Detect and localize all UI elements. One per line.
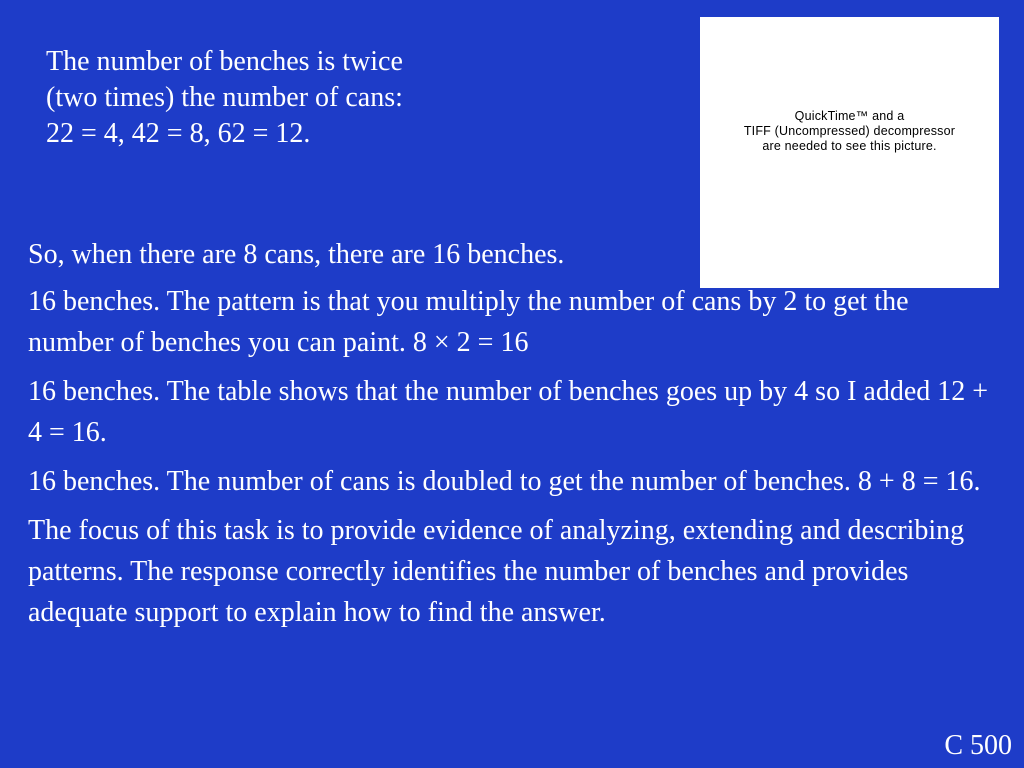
response-list: [28, 234, 996, 641]
intro-line: The number of benches is twice: [46, 46, 403, 77]
response-paragraph: The focus of this task is to provide evidence of analyzing, extending and describing patterns. The response correctly identifies the number of benches and provides adequate support to explain how to find the answer.: [28, 515, 965, 628]
intro-text: [46, 44, 506, 152]
response-paragraph: 16 benches. The number of cans is doubled to get the number of benches. 8 + 8 = 16.: [28, 466, 981, 497]
response-paragraph: 16 benches. The table shows that the number of benches goes up by 4 so I added 12 + 4 = 16.: [28, 376, 989, 448]
response-paragraph: 16 benches. The pattern is that you multiply the number of cans by 2 to get the number of benches you can paint. 8 × 2 = 16: [28, 286, 909, 358]
intro-line: 22 = 4, 42 = 8, 62 = 12.: [46, 118, 311, 149]
placeholder-line: TIFF (Uncompressed) decompressor: [743, 124, 956, 138]
placeholder-line: QuickTime™ and a: [794, 109, 905, 123]
response-paragraph: So, when there are 8 cans, there are 16 benches.: [28, 239, 565, 270]
slide-label: C 500: [944, 730, 1012, 761]
placeholder-line: are needed to see this picture.: [762, 139, 937, 153]
intro-line: (two times) the number of cans:: [46, 82, 403, 113]
